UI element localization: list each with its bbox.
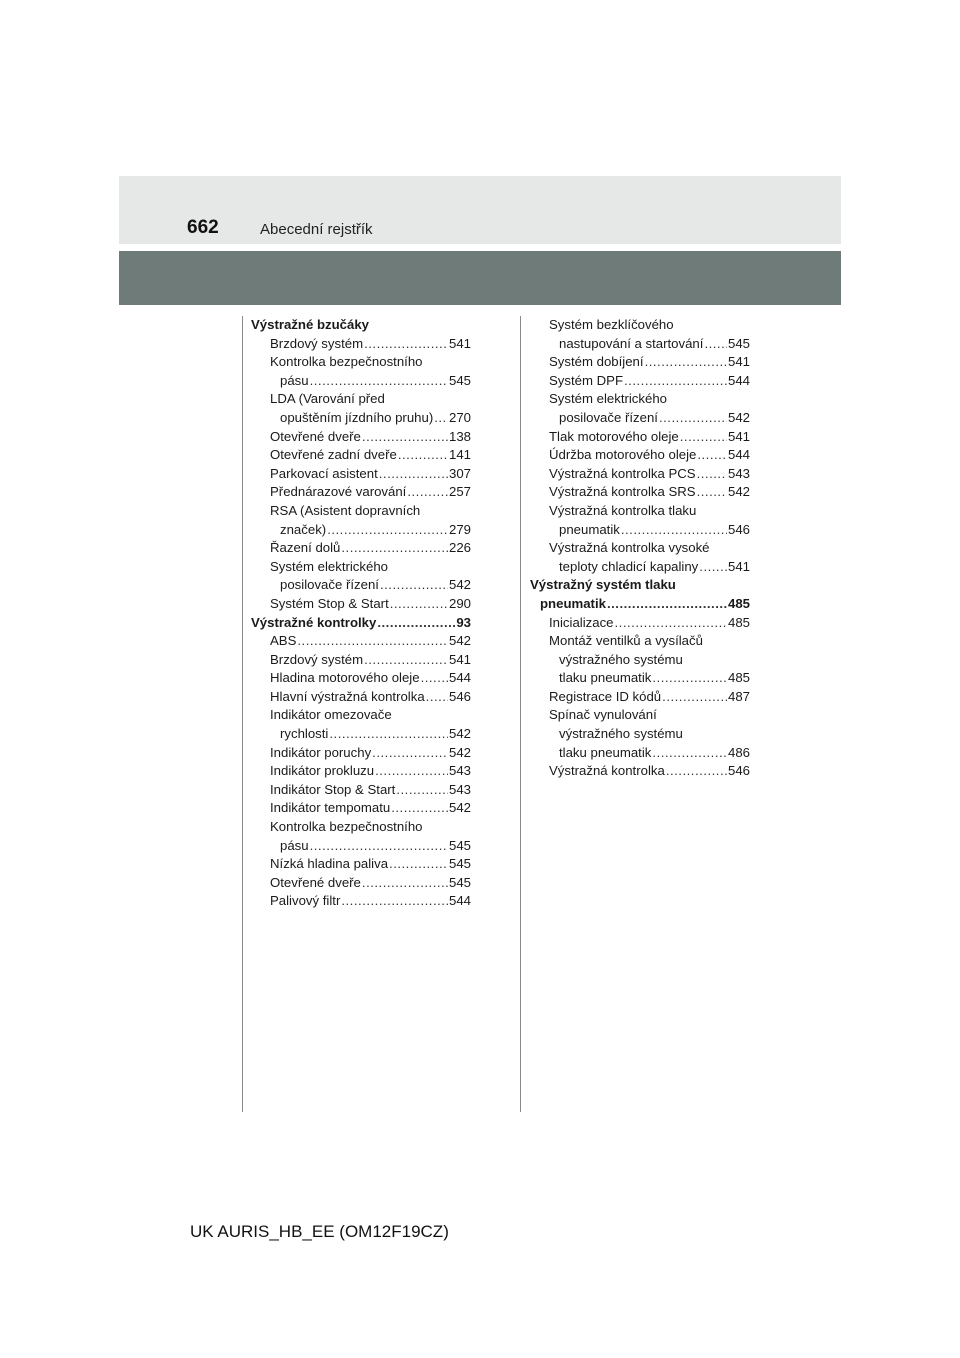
entry-label: Indikátor Stop & Start [270, 781, 396, 797]
dot-leader [391, 799, 448, 818]
entry-page-number: 279 [448, 521, 471, 537]
column-rule-left [242, 316, 243, 1112]
entry-label: Registrace ID kódů [549, 688, 662, 704]
section-band [119, 251, 841, 305]
entry-label: tlaku pneumatik [559, 744, 652, 760]
header-band [119, 176, 841, 244]
entry-label: posilovače řízení [559, 409, 658, 425]
index-entry [530, 595, 750, 614]
entry-page-number: 542 [727, 409, 750, 425]
entry-label: pásu [280, 372, 309, 388]
dot-leader [341, 892, 448, 911]
entry-page-number: 545 [448, 874, 471, 890]
dot-leader [372, 744, 448, 763]
entry-label: Výstražná kontrolka vysoké [549, 540, 710, 556]
index-entry [251, 892, 471, 911]
index-entry [530, 688, 750, 707]
index-entry [251, 781, 471, 800]
entry-label: Systém bezklíčového [549, 317, 674, 332]
index-entry [530, 558, 750, 577]
dot-leader [624, 372, 727, 391]
dot-leader [615, 614, 727, 633]
entry-label: Systém DPF [549, 372, 624, 388]
entry-page-number: 542 [448, 633, 471, 649]
index-entry [251, 855, 471, 874]
entry-page-number: 541 [727, 354, 750, 370]
dot-leader [666, 762, 727, 781]
entry-page-number: 542 [448, 577, 471, 593]
dot-leader [697, 465, 727, 484]
dot-leader [364, 651, 448, 670]
entry-label: značek) [280, 521, 327, 537]
page-number: 662 [187, 217, 219, 238]
entry-page-number: 545 [448, 372, 471, 388]
entry-label: Výstražná kontrolka SRS [549, 484, 696, 500]
entry-page-number: 138 [448, 428, 471, 444]
entry-label: Palivový filtr [270, 893, 341, 909]
entry-label: opuštěním jízdního pruhu) [280, 409, 434, 425]
index-entry-text [530, 725, 750, 744]
dot-leader [680, 428, 727, 447]
entry-label: Řazení dolů [270, 540, 341, 556]
entry-page-number: 290 [448, 595, 471, 611]
index-entry [251, 446, 471, 465]
entry-page-number: 93 [456, 614, 471, 630]
entry-label: Výstražná kontrolka [549, 763, 665, 779]
index-entry-text [530, 651, 750, 670]
dot-leader [390, 595, 448, 614]
entry-page-number: 543 [727, 465, 750, 481]
index-entry [530, 521, 750, 540]
index-entry-text [530, 576, 750, 595]
index-column-1 [251, 316, 471, 911]
entry-label: Parkovací asistent [270, 465, 378, 481]
dot-leader [329, 725, 448, 744]
index-entry-text [251, 558, 471, 577]
dot-leader [699, 558, 727, 577]
index-entry [530, 353, 750, 372]
entry-page-number: 542 [448, 800, 471, 816]
dot-leader [659, 409, 727, 428]
entry-page-number: 546 [727, 763, 750, 779]
section-title: Abecední rejstřík [260, 221, 373, 238]
entry-label: Výstražný systém tlaku [530, 577, 676, 593]
dot-leader [652, 669, 727, 688]
dot-leader [426, 688, 448, 707]
entry-label: Otevřené dveře [270, 428, 361, 444]
entry-page-number: 541 [448, 651, 471, 667]
index-entry [251, 595, 471, 614]
entry-label: Tlak motorového oleje [549, 428, 679, 444]
index-entry [251, 799, 471, 818]
index-entry [530, 669, 750, 688]
index-entry [251, 335, 471, 354]
index-entry-text [251, 353, 471, 372]
index-entry [251, 651, 471, 670]
index-entry [251, 874, 471, 893]
entry-label: teploty chladicí kapaliny [559, 558, 699, 574]
index-entry [251, 614, 471, 633]
index-entry [530, 744, 750, 763]
index-entry [251, 632, 471, 651]
entry-label: výstražného systému [559, 651, 683, 667]
entry-label: výstražného systému [559, 726, 683, 742]
entry-page-number: 542 [448, 744, 471, 760]
entry-label: Spínač vynulování [549, 707, 657, 723]
index-entry [530, 483, 750, 502]
entry-label: ABS [270, 633, 297, 649]
dot-leader [379, 465, 448, 484]
dot-leader [421, 669, 448, 688]
index-entry-text [530, 316, 750, 335]
footer-model-code: UK AURIS_HB_EE (OM12F19CZ) [190, 1222, 449, 1241]
dot-leader [362, 874, 448, 893]
dot-leader [375, 762, 448, 781]
dot-leader [364, 335, 448, 354]
entry-page-number: 485 [727, 670, 750, 686]
entry-label: pneumatik [559, 521, 620, 537]
dot-leader [621, 521, 727, 540]
entry-page-number: 541 [727, 428, 750, 444]
index-entry [251, 837, 471, 856]
entry-page-number: 543 [448, 781, 471, 797]
index-entry [530, 762, 750, 781]
entry-page-number: 270 [448, 409, 471, 425]
entry-label: Indikátor poruchy [270, 744, 372, 760]
entry-label: Indikátor prokluzu [270, 763, 375, 779]
entry-page-number: 544 [727, 372, 750, 388]
column-rule-middle [520, 316, 521, 1112]
dot-leader [697, 446, 727, 465]
entry-label: rychlosti [280, 726, 329, 742]
entry-page-number: 307 [448, 465, 471, 481]
index-entry [251, 465, 471, 484]
entry-page-number: 545 [727, 335, 750, 351]
index-entry [251, 428, 471, 447]
index-entry-text [530, 632, 750, 651]
entry-page-number: 541 [727, 558, 750, 574]
entry-label: Otevřené zadní dveře [270, 447, 397, 463]
entry-page-number: 545 [448, 837, 471, 853]
entry-label: Systém elektrického [549, 391, 667, 407]
dot-leader [645, 353, 727, 372]
index-entry [251, 576, 471, 595]
entry-label: LDA (Varování před [270, 391, 385, 407]
entry-page-number: 546 [448, 688, 471, 704]
index-entry [251, 372, 471, 391]
entry-label: Systém elektrického [270, 558, 388, 574]
entry-page-number: 544 [727, 447, 750, 463]
entry-label: Indikátor tempomatu [270, 800, 391, 816]
dot-leader [396, 781, 448, 800]
entry-page-number: 545 [448, 856, 471, 872]
index-entry-text [251, 818, 471, 837]
entry-label: Kontrolka bezpečnostního [270, 819, 423, 835]
dot-leader [607, 595, 727, 614]
index-entry-text [251, 502, 471, 521]
index-entry [251, 744, 471, 763]
entry-page-number: 546 [727, 521, 750, 537]
index-entry [251, 725, 471, 744]
entry-label: RSA (Asistent dopravních [270, 502, 421, 518]
dot-leader [297, 632, 448, 651]
dot-leader [310, 372, 448, 391]
index-entry [251, 521, 471, 540]
entry-label: Údržba motorového oleje [549, 447, 697, 463]
index-entry-text [251, 390, 471, 409]
dot-leader [407, 483, 448, 502]
entry-label: Systém dobíjení [549, 354, 644, 370]
entry-label: Výstražné bzučáky [251, 317, 370, 332]
dot-leader [362, 428, 448, 447]
entry-page-number: 257 [448, 484, 471, 500]
dot-leader [380, 576, 448, 595]
dot-leader [434, 409, 448, 428]
dot-leader [652, 744, 727, 763]
dot-leader [327, 521, 448, 540]
entry-label: Výstražné kontrolky [251, 614, 377, 630]
index-entry [530, 372, 750, 391]
dot-leader [389, 855, 448, 874]
entry-label: Indikátor omezovače [270, 707, 392, 723]
index-entry [251, 539, 471, 558]
index-entry [251, 669, 471, 688]
entry-label: Hladina motorového oleje [270, 670, 420, 686]
dot-leader [697, 483, 727, 502]
index-entry [530, 428, 750, 447]
entry-label: Brzdový systém [270, 651, 364, 667]
entry-label: Brzdový systém [270, 335, 364, 351]
index-entry-text [530, 502, 750, 521]
index-entry [251, 409, 471, 428]
index-entry [530, 409, 750, 428]
dot-leader [310, 837, 448, 856]
entry-label: Výstražná kontrolka PCS [549, 465, 696, 481]
entry-label: Výstražná kontrolka tlaku [549, 502, 697, 518]
entry-page-number: 542 [448, 726, 471, 742]
entry-page-number: 544 [448, 670, 471, 686]
index-entry-text [530, 390, 750, 409]
entry-page-number: 487 [727, 688, 750, 704]
index-column-2 [530, 316, 750, 781]
entry-label: pásu [280, 837, 309, 853]
entry-page-number: 542 [727, 484, 750, 500]
index-entry-text [251, 706, 471, 725]
dot-leader [341, 539, 448, 558]
index-entry-text [251, 316, 471, 335]
entry-page-number: 543 [448, 763, 471, 779]
index-entry-text [530, 539, 750, 558]
dot-leader [398, 446, 448, 465]
dot-leader [662, 688, 727, 707]
entry-label: Inicializace [549, 614, 614, 630]
entry-label: Montáž ventilků a vysílačů [549, 633, 703, 649]
index-entry [530, 335, 750, 354]
index-entry [251, 688, 471, 707]
entry-page-number: 486 [727, 744, 750, 760]
entry-label: Otevřené dveře [270, 874, 361, 890]
index-entry [251, 483, 471, 502]
entry-label: tlaku pneumatik [559, 670, 652, 686]
entry-page-number: 485 [727, 595, 750, 611]
entry-label: pneumatik [540, 595, 606, 611]
entry-page-number: 226 [448, 540, 471, 556]
entry-label: Hlavní výstražná kontrolka [270, 688, 425, 704]
entry-label: Přednárazové varování [270, 484, 407, 500]
entry-label: Kontrolka bezpečnostního [270, 354, 423, 370]
entry-page-number: 541 [448, 335, 471, 351]
index-entry-text [530, 706, 750, 725]
index-entry [530, 446, 750, 465]
index-entry [251, 762, 471, 781]
entry-page-number: 544 [448, 893, 471, 909]
entry-label: nastupování a startování [559, 335, 704, 351]
entry-page-number: 141 [448, 447, 471, 463]
dot-leader [704, 335, 727, 354]
entry-label: Systém Stop & Start [270, 595, 389, 611]
dot-leader [377, 614, 455, 633]
entry-label: posilovače řízení [280, 577, 379, 593]
entry-page-number: 485 [727, 614, 750, 630]
entry-label: Nízká hladina paliva [270, 856, 389, 872]
index-entry [530, 614, 750, 633]
index-entry [530, 465, 750, 484]
